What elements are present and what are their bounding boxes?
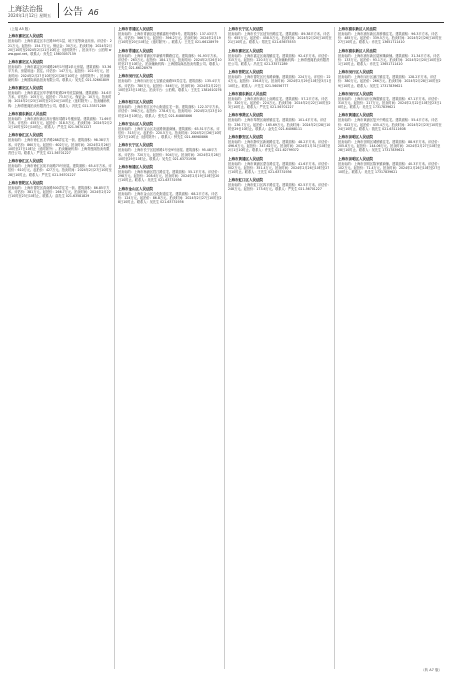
notice-body: 拍卖标的：上海市黄浦区蒙自路住宅。建筑面积：41.6平方米。评估价：502万元。起拍价：351.4万元。拍卖时间：2024年2月26日10时至27日10时止。联系人：王先生 021-63731936 [228,161,331,175]
auction-notice [8,159,112,177]
auction-notice [338,70,442,88]
auction-notice [118,74,222,96]
masthead [0,0,450,24]
auction-notice [338,92,442,110]
notice-body: 拍卖标的：上海市普陀区长寿路商铺。建筑面积：224万元。评估价：224万元。起拍价：156.8万元。拍卖时间：2024年2月29日10时至3月1日10时止。联系人：卢先生 021-56056777 [228,75,332,88]
notice-court: 上海市浦东新区人民法院 [338,48,377,53]
auction-notice [8,60,112,82]
auction-notice [8,112,112,130]
notice-body: 拍卖标的：上海市徐汇区宛平南路75号房屋。建筑面积：65.4平方米。评估价：610万元。起拍价：427万元。拍卖时间：2024年2月27日10时至28日10时止。联系人：严先生 021-56701227 [8,164,112,177]
auction-notice [338,49,442,67]
column-1 [8,27,115,669]
notice-court: 上海市长宁区人民法院 [118,143,153,148]
notice-body: 拍卖标的：上海市长宁区虹桥路1号至9号房屋。建筑面积：95.48平方米。评估价：720万元。起拍价：504万元。拍卖时间：2024年2月28日10时至29日10时止。联系人：吴先生 021-63731936 [118,148,221,161]
continued-to-note: （转 A7 版） [421,668,442,672]
notice-court: 上海市徐汇区人民法院 [8,159,43,164]
notice-court: 上海市青浦区人民法院 [118,27,153,31]
masthead-rule [8,22,444,23]
notice-body: 拍卖标的：上海市松江区中山街道住宅一套。建筑面积：122.37平方米。评估价：398万元。起拍价：278.6万元。拍卖时间：2024年2月23日10时至24日10时止。联系人：张先生 021-64885866 [118,105,222,118]
notice-court: 上海市闵行区人民法院 [338,91,373,96]
notice-court: 上海市黄浦区人民法院 [338,113,373,118]
notice-body: 拍卖标的：上海市徐汇区龙华路288弄住宅一套。建筑面积：98.38平方米。评估价：860万元。起拍价：602万元。拍卖时间：2024年2月26日10时至27日10时止（延时除外）。拍卖辅助机构：上海青莲阁拍卖有限责任公司。联系人：严先生 021-56701227 [8,138,111,155]
auction-notice [338,157,442,175]
notice-court: 上海市闵行区人民法院 [118,74,153,79]
notice-body: 拍卖标的：上海市浦东新区上南路住宅。建筑面积：57.2平方米。评估价：320万元。起拍价：224万元。拍卖时间：2024年2月22日10时至23日10时止。联系人：严先生 021-56701227 [228,96,331,110]
notice-body: 拍卖标的：上海市普陀区真南路500弄住宅一套。建筑面积：86.85平方米。评估价：381万元。起拍价：266.7万元。拍卖时间：2024年2月22日10时至23日10时止。联系人：邵先生 021-63581829 [8,185,111,199]
notice-body: 拍卖标的：上海市闵行区浦江镇住宅。建筑面积：128.2平方米。评估价：380万元。起拍价：266万元。拍卖时间：2024年2月28日10时至29日10时止。联系人：吴先生 17317839621 [338,75,441,88]
notice-body: 拍卖标的：上海市奉贤区南桥镇住宅。建筑面积：101.4平方米。评估价：236.7万元。起拍价：165.69万元。拍卖时间：2024年2月28日10时至29日10时止。联系人：金先生 021-64068111 [228,118,331,131]
auction-notice [338,135,442,153]
notice-body: 拍卖标的：上海市嘉定区丰庄路59号1层、地下室等商业用房。评估价：221万元。起拍价：154.7万元。保证金：30万元。拍卖时间：2024年2月20日10时至2024年2月21日10时止（延时除外）。拍卖平台：公拍网 www.gpai.net。联系人：乔先生 15603057159 [8,39,112,56]
auction-notice [8,181,112,199]
auction-notice [8,34,112,56]
notice-court: 上海市青浦区人民法院 [118,48,153,53]
notice-court: 上海市嘉定区人民法院 [8,34,43,39]
notice-body: 拍卖标的：上海市长宁区延安西路住宅。建筑面积：89.38平方米。评估价：655万元。起拍价：458.5万元。拍卖时间：2024年2月20日10时至21日10时止。联系人：郑先生 021-63675553 [228,32,332,45]
auction-notice [118,187,222,205]
auction-notice [118,165,222,183]
notice-body: 拍卖标的：上海市浦东新区高桥镇住宅。建筑面积：96.3平方米。评估价：485万元。起拍价：339.5万元。拍卖时间：2024年2月26日10时至27日10时止。联系人：乔先生 13651711410 [338,32,442,45]
notice-body: 拍卖标的：上海市嘉定区华亭镇华旺路29号底层商铺。建筑面积：34.6平方米。评估价：105万元。起拍价：73.5万元。保证金：10万元。拍卖时间：2024年2月23日10时至2月24日10时止（延时除外）。拍卖辅助机构：上海青莲阁拍卖有限责任公司。联系人：冯先生 021-33571289 [8,90,112,108]
notice-body: 拍卖标的：上海市静安区新闸路住宅。建筑面积：48.2平方米。评估价：496.6万元。起拍价：347.62万元。拍卖时间：2024年1月31日10时至2月1日10时止。联系人：许先生 021-62799372 [228,140,331,153]
notice-court: 上海市浦东新区人民法院 [8,111,47,116]
column-3 [228,27,335,669]
notice-body: 拍卖标的：上海市虹口区四平路住宅。建筑面积：62.5平方米。评估价：248万元。起拍价：173.6万元。联系人：严先生 021-56701227 [228,183,331,192]
notice-body: 拍卖标的：上海市闵行区梅陇镇住宅。建筑面积：67.1平方米。评估价：310万元。起拍价：217万元。拍卖时间：2024年2月22日10时至23日10时止。联系人：吴先生 17317839621 [338,96,442,110]
notice-court: 上海市金山区人民法院 [118,186,153,191]
notice-court: 上海市长宁区人民法院 [228,27,263,31]
auction-notice [228,27,332,45]
auction-notice [8,86,112,108]
notice-court: 上海市崇明区人民法院 [338,135,373,140]
notice-body: 拍卖标的：上海市崇明区陈家镇商铺。建筑面积：40.3平方米。评估价：102万元。起拍价：71.4万元。拍卖时间：2024年2月26日10时至27日10时止。联系人：吴先生 17317839621 [338,161,441,175]
notice-body: 拍卖标的：上海市嘉定区叶城路26号1号楼1单元房屋。建筑面积：53.36平方米，房屋用途：居住。评估价：147万元。起拍价：102.9万元。拍卖时间：2024年2月27日10时至2月28日10时止（延时除外）。拍卖辅助机构：上海国际商品拍卖有限公司。联系人：吴先生 021-52661809 [8,65,112,82]
notice-court: 上海市虹口区人民法院 [228,178,263,183]
notice-court: 上海市杨浦区人民法院 [118,165,153,170]
auction-notice [338,27,442,45]
auction-notice [118,122,222,140]
paper-name: 上海法治报 [8,5,43,13]
notice-body: 拍卖标的：上海市青浦区华新镇华腾路住宅。建筑面积：91.93平方米。评估价：263万元。起拍价：184.1万元。拍卖时间：2024年2月26日10时至27日10时止。拍卖辅助机构：上海国际商品拍卖有限公司。联系人：王先生 021-66128979 [118,53,222,71]
issue-date: 2024年1月12日 星期五 [8,13,52,18]
notice-court: 上海市奉贤区人民法院 [228,113,263,118]
notice-body: 拍卖标的：上海市宝山区友谊路街道商铺。建筑面积：63.51平方米。评估价：315万元。起拍价：220.5万元。拍卖时间：2024年2月26日10时至27日10时止（延时除外）。联系人：钟先生 021-66980866 [118,126,222,140]
notice-court: 上海市宝山区人民法院 [118,121,153,126]
notice-court: 上海市崇明区人民法院 [338,156,373,161]
notice-body: 拍卖标的：上海市崇明区城桥镇住宅。建筑面积：88.9平方米。评估价：205.8万元。起拍价：144.06万元。拍卖时间：2024年2月27日10时至28日10时止。联系人：吴先生 17317839621 [338,140,441,153]
notice-body: 拍卖标的：上海市青浦区赵巷镇嘉松中路5号。建筑面积：137.43平方米。评估价：566万元。起拍价：396.2万元。拍卖时间：2024年2月19日10时至20日10时止（延时除外）。联系人：王先生 021-66128979 [118,32,221,45]
section-title [63,3,99,18]
notice-court: 上海市徐汇区人民法院 [8,133,43,138]
notice-body: 拍卖标的：上海市浦东新区高行镇东靖路1号楼房屋。建筑面积：71.69平方米。评估价：455万元。起拍价：318.5万元。拍卖时间：2024年2月21日10时至22日10时止。联系人：严先生 021-56701227 [8,116,112,130]
notice-body: 拍卖标的：上海市金山区石化街道住宅。建筑面积：68.2平方米。评估价：124万元。起拍价：86.8万元。拍卖时间：2024年2月27日10时至28日10时止。联系人：吴先生 021-63731936 [118,191,222,205]
auction-notice [228,157,332,175]
notice-court: 上海市嘉定区人民法院 [8,85,43,90]
notice-court: 上海市松江区人民法院 [118,100,153,105]
notice-court: 上海市黄浦区人民法院 [228,156,263,161]
notice-body: 拍卖标的：上海市黄浦区复兴中路住宅。建筑面积：55.4平方米。评估价：622万元。起拍价：435.4万元。拍卖时间：2024年2月23日10时至24日10时止。联系人：钱先生 021-63111608 [338,118,442,131]
notice-columns [8,27,444,669]
auction-notice [228,70,332,88]
auction-notice [228,178,332,191]
notice-body: 拍卖标的：上海市杨浦区控江路住宅。建筑面积：55.1平方米。评估价：298万元。起拍价：208.6万元。拍卖时间：2024年2月19日10时至20日10时止。联系人：吴先生 021-63731936 [118,170,221,183]
auction-notice [118,143,222,161]
auction-notice [118,27,222,45]
notice-court: 上海市浦东新区人民法院 [338,27,377,31]
notice-court: 上海市闵行区人民法院 [338,70,373,75]
notice-court: 上海市普陀区人民法院 [8,180,43,185]
auction-notice [8,133,112,155]
page-number: A6 [88,8,99,17]
notice-court: 上海市嘉定区人民法院 [8,60,43,65]
auction-notice [338,113,442,131]
notice-court: 上海市浦东新区人民法院 [228,91,267,96]
section-name: 公告 [63,7,83,18]
notice-court: 上海市嘉定区人民法院 [228,48,263,53]
notice-body: 拍卖标的：上海市嘉定区南翔镇住宅。建筑面积：92.4平方米。评估价：315万元。起拍价：220.5万元。拍卖辅助机构：上海青莲阁拍卖有限责任公司。联系人：冯先生 021-33571289 [228,53,331,67]
auction-notice [228,135,332,153]
column-4 [338,27,444,669]
notice-court: 上海市静安区人民法院 [228,135,263,140]
auction-notice [118,49,222,71]
auction-notice [228,92,332,110]
auction-notice [228,113,332,131]
continued-from-note: （上接 A5 版） [8,27,32,31]
column-2 [118,27,225,669]
notice-court: 上海市普陀区人民法院 [228,70,263,75]
auction-notice [228,49,332,67]
auction-notice [118,100,222,118]
masthead-divider [58,3,59,18]
notice-body: 拍卖标的：上海市闵行区七宝镇农南路55弄住宅。建筑面积：135.4平方米。评估价：780万元。起拍价：546万元。拍卖时间：2024年2月22日10时至23日10时止。拍卖平台：公拍网。联系人：王先生 13816102762 [118,79,222,97]
notice-body: 拍卖标的：上海市浦东新区陆家嘴商铺。建筑面积：31.34平方米。评估价：133万元。起拍价：93.1万元。拍卖时间：2024年2月20日10时至21日10时止。联系人：乔先生 13651711410 [338,53,442,67]
